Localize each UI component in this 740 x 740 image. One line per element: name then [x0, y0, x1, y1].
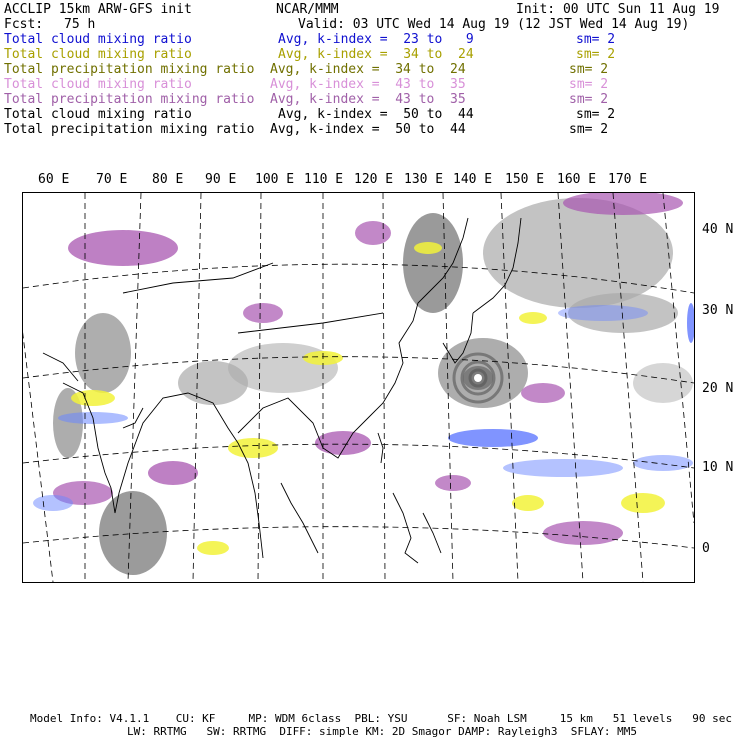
field-avg-range: Avg, k-index = 43 to 35 [270, 92, 466, 107]
lon-label: 100 E [255, 172, 295, 187]
field-name: Total precipitation mixing ratio [4, 122, 255, 137]
lon-label: 90 E [205, 172, 237, 187]
plot-title: ACCLIP 15km ARW-GFS init [4, 2, 192, 17]
field-avg-range: Avg, k-index = 50 to 44 [278, 107, 474, 122]
map-canvas [23, 193, 694, 582]
field-avg-range: Avg, k-index = 34 to 24 [278, 47, 474, 62]
lon-label: 150 E [505, 172, 545, 187]
field-avg-range: Avg, k-index = 23 to 9 [278, 32, 474, 47]
lon-label: 120 E [354, 172, 394, 187]
lon-label: 60 E [38, 172, 70, 187]
field-avg-range: Avg, k-index = 50 to 44 [270, 122, 466, 137]
lon-label: 130 E [404, 172, 444, 187]
field-name: Total precipitation mixing ratio [4, 62, 255, 77]
lon-label: 160 E [557, 172, 597, 187]
field-smoothing: sm= 2 [576, 47, 616, 62]
model-info-line1: Model Info: V4.1.1 CU: KF MP: WDM 6class PBL: YSU SF: Noah LSM 15 km 51 levels 90 sec [30, 712, 732, 725]
field-smoothing: sm= 2 [569, 62, 609, 77]
field-avg-range: Avg, k-index = 34 to 24 [270, 62, 466, 77]
forecast-label: Fcst: [4, 17, 44, 32]
lon-label: 140 E [453, 172, 493, 187]
field-smoothing: sm= 2 [569, 122, 609, 137]
field-name: Total precipitation mixing ratio [4, 92, 255, 107]
org-label: NCAR/MMM [276, 2, 339, 17]
lat-label: 10 N [702, 460, 734, 475]
field-name: Total cloud mixing ratio [4, 107, 192, 122]
field-name: Total cloud mixing ratio [4, 77, 192, 92]
field-smoothing: sm= 2 [576, 32, 616, 47]
lon-label: 70 E [96, 172, 128, 187]
lon-label: 170 E [608, 172, 648, 187]
field-smoothing: sm= 2 [569, 77, 609, 92]
init-time: Init: 00 UTC Sun 11 Aug 19 [516, 2, 720, 17]
lat-label: 0 [702, 541, 710, 556]
lat-label: 30 N [702, 303, 734, 318]
cloud-field-layer [33, 193, 694, 575]
lat-label: 40 N [702, 222, 734, 237]
field-avg-range: Avg, k-index = 43 to 35 [270, 77, 466, 92]
field-name: Total cloud mixing ratio [4, 32, 192, 47]
field-smoothing: sm= 2 [576, 107, 616, 122]
lon-label: 80 E [152, 172, 184, 187]
field-name: Total cloud mixing ratio [4, 47, 192, 62]
lat-label: 20 N [702, 381, 734, 396]
valid-time: Valid: 03 UTC Wed 14 Aug 19 (12 JST Wed 14 Aug 19) [298, 17, 690, 32]
field-smoothing: sm= 2 [569, 92, 609, 107]
model-info-line2: LW: RRTMG SW: RRTMG DIFF: simple KM: 2D Smagor DAMP: Rayleigh3 SFLAY: MM5 [127, 725, 637, 738]
map-panel [22, 192, 695, 583]
forecast-hours: 75 h [64, 17, 96, 32]
lon-label: 110 E [304, 172, 344, 187]
